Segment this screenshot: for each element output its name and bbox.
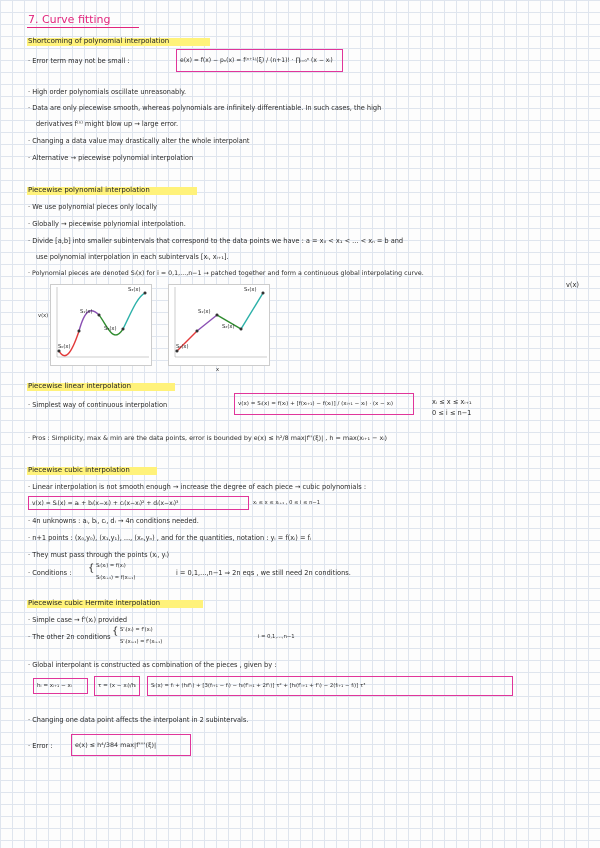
s2-bullet-3-cont: use polynomial interpolation in each subintervals [xᵢ, xᵢ₊₁].	[36, 253, 229, 261]
plot-left-label-2: S₂(x)	[104, 326, 117, 332]
s5-bullet-4: · Changing one data point affects the interpolant in 2 subintervals.	[28, 716, 249, 724]
hermite-tau-box: τ = (x − xᵢ)/hᵢ	[94, 676, 140, 696]
hermite-condition-2: S'ᵢ(xᵢ₊₁) = f'(xᵢ₊₁)	[120, 639, 163, 645]
plot-right-label-3: S₃(x)	[244, 287, 257, 293]
plot-right-label-2: S₂(x)	[222, 324, 235, 330]
s3-pros: · Pros : Simplicity, max & min are the data points, error is bounded by e(x) ≤ h²/8 max|f''(ξ)| , h = max(xᵢ₊₁ − xᵢ)	[28, 434, 387, 442]
linear-cond-1: xᵢ ≤ x ≤ xᵢ₊₁	[432, 398, 472, 406]
hermite-condition-1: S'ᵢ(xᵢ) = f'(xᵢ)	[120, 627, 153, 633]
s4-bullet-2: · 4n unknowns : aᵢ, bᵢ, cᵢ, dᵢ → 4n conditions needed.	[28, 517, 199, 525]
page-title: 7. Curve fitting	[28, 13, 111, 26]
plot-right-label-1: S₁(x)	[198, 309, 211, 315]
section-heading-cubic: Piecewise cubic interpolation	[28, 466, 130, 474]
curve-segment-3	[123, 293, 145, 329]
cubic-condition-1: Sᵢ(xᵢ) = f(xᵢ)	[96, 563, 126, 569]
s5-bullet-3: · Global interpolant is constructed as combination of the pieces , given by :	[28, 661, 277, 669]
cubic-condition-2: Sᵢ(xᵢ₊₁) = f(xᵢ₊₁)	[96, 575, 136, 581]
s5-bullet-1: · Simple case → f'(xᵢ) provided	[28, 616, 128, 624]
error-formula-box: e(x) = f(x) − pₙ(x) = f⁽ⁿ⁺¹⁾(ξ) / (n+1)! · ∏ᵢ₌₀ⁿ (x − xᵢ)	[176, 49, 343, 72]
s4-bullet-4: · They must pass through the points (xᵢ, yᵢ)	[28, 551, 170, 559]
cubic-condition-note: i = 0,1,...,n−1 ⇒ 2n eqs , we still need 2n conditions.	[176, 569, 351, 577]
hermite-h-box: hᵢ = xᵢ₊₁ − xᵢ	[33, 678, 88, 694]
s2-bullet-4: · Polynomial pieces are denoted Sᵢ(x) for i = 0,1,...,n−1 → patched together and form a continuous global interpolating curve.	[28, 270, 424, 277]
plot-left-label-0: S₀(x)	[58, 344, 71, 350]
linear-cond-2: 0 ≤ i ≤ n−1	[432, 409, 472, 417]
plot-y-label: v(x)	[38, 313, 49, 319]
plot-left-label-1: S₁(x)	[80, 309, 93, 315]
plot-left-svg	[51, 285, 151, 365]
s1-bullet-2-cont: derivatives f⁽ⁿ⁾ might blow up → large error.	[36, 120, 179, 128]
s1-bullet-4: · Alternative → piecewise polynomial interpolation	[28, 154, 194, 162]
linear-segment-3	[241, 293, 263, 329]
s3-bullet-1: · Simplest way of continuous interpolation	[28, 401, 168, 409]
plot-left-label-3: S₃(x)	[128, 287, 141, 293]
plot-left	[50, 284, 152, 366]
plot-right-label-0: S₀(x)	[176, 344, 189, 350]
section-heading-shortcoming: Shortcoming of polynomial interpolation	[28, 37, 170, 45]
title-underline	[27, 27, 139, 28]
s5-bullet-5: · Error :	[28, 742, 53, 750]
s1-bullet-2: · Data are only piecewise smooth, whereas polynomials are infinitely differentiable. In such cases, the high	[28, 104, 382, 112]
brace-icon: {	[88, 563, 95, 574]
s4-bullet-5: · Conditions :	[28, 569, 72, 577]
plot-right	[168, 284, 270, 366]
hermite-error-box: e(x) ≤ h⁴/384 max|f''''(ξ)|	[71, 734, 191, 756]
cubic-cond: xᵢ ≤ x ≤ xᵢ₊₁ , 0 ≤ i ≤ n−1	[253, 500, 321, 506]
error-text: · Error term may not be small :	[28, 57, 130, 65]
s1-bullet-1: · High order polynomials oscillate unreasonably.	[28, 88, 187, 96]
hermite-condition-note: i = 0,1,...,n−1	[258, 634, 295, 640]
s4-bullet-3: · n+1 points : (x₀,y₀), (x₁,y₁), ..., (xₙ,yₙ) , and for the quantities, notation : yᵢ = f(xᵢ) = fᵢ	[28, 534, 312, 542]
s2-bullet-3: · Divide [a,b] into smaller subintervals that correspond to the data points we have : a = x₀ < x₁ < ... < xₙ = b and	[28, 237, 404, 245]
s4-bullet-1: · Linear interpolation is not smooth enough → increase the degree of each piece → cubic polynomials :	[28, 483, 367, 491]
plot-x-label: x	[216, 367, 220, 373]
section-heading-piecewise-poly: Piecewise polynomial interpolation	[28, 186, 150, 194]
cubic-formula-box: v(x) = Sᵢ(x) = aᵢ + bᵢ(x−xᵢ) + cᵢ(x−xᵢ)² + dᵢ(x−xᵢ)³	[28, 496, 249, 510]
linear-segment-1	[197, 315, 217, 331]
s2-bullet-1: · We use polynomial pieces only locally	[28, 203, 158, 211]
s5-bullet-2: · The other 2n conditions	[28, 633, 111, 641]
plot-right-svg	[169, 285, 269, 365]
s2-bullet-2: · Globally → piecewise polynomial interpolation.	[28, 220, 186, 228]
vx-label: v(x)	[566, 281, 579, 289]
s1-bullet-3: · Changing a data value may drastically alter the whole interpolant	[28, 137, 250, 145]
brace-icon: {	[112, 626, 119, 637]
hermite-formula-box: Sᵢ(x) = fᵢ + (hᵢf'ᵢ) + [3(fᵢ₊₁ − fᵢ) − hᵢ(f'ᵢ₊₁ + 2f'ᵢ)] τ² + [hᵢ(f'ᵢ₊₁ + f'ᵢ) − 2(fᵢ₊₁ − fᵢ)] τ³	[147, 676, 513, 696]
section-heading-linear: Piecewise linear interpolation	[28, 382, 132, 390]
linear-formula-box: v(x) = Sᵢ(x) = f(xᵢ) + [f(xᵢ₊₁) − f(xᵢ)] / (xᵢ₊₁ − xᵢ) · (x − xᵢ)	[234, 393, 414, 415]
section-heading-hermite: Piecewise cubic Hermite interpolation	[28, 599, 161, 607]
